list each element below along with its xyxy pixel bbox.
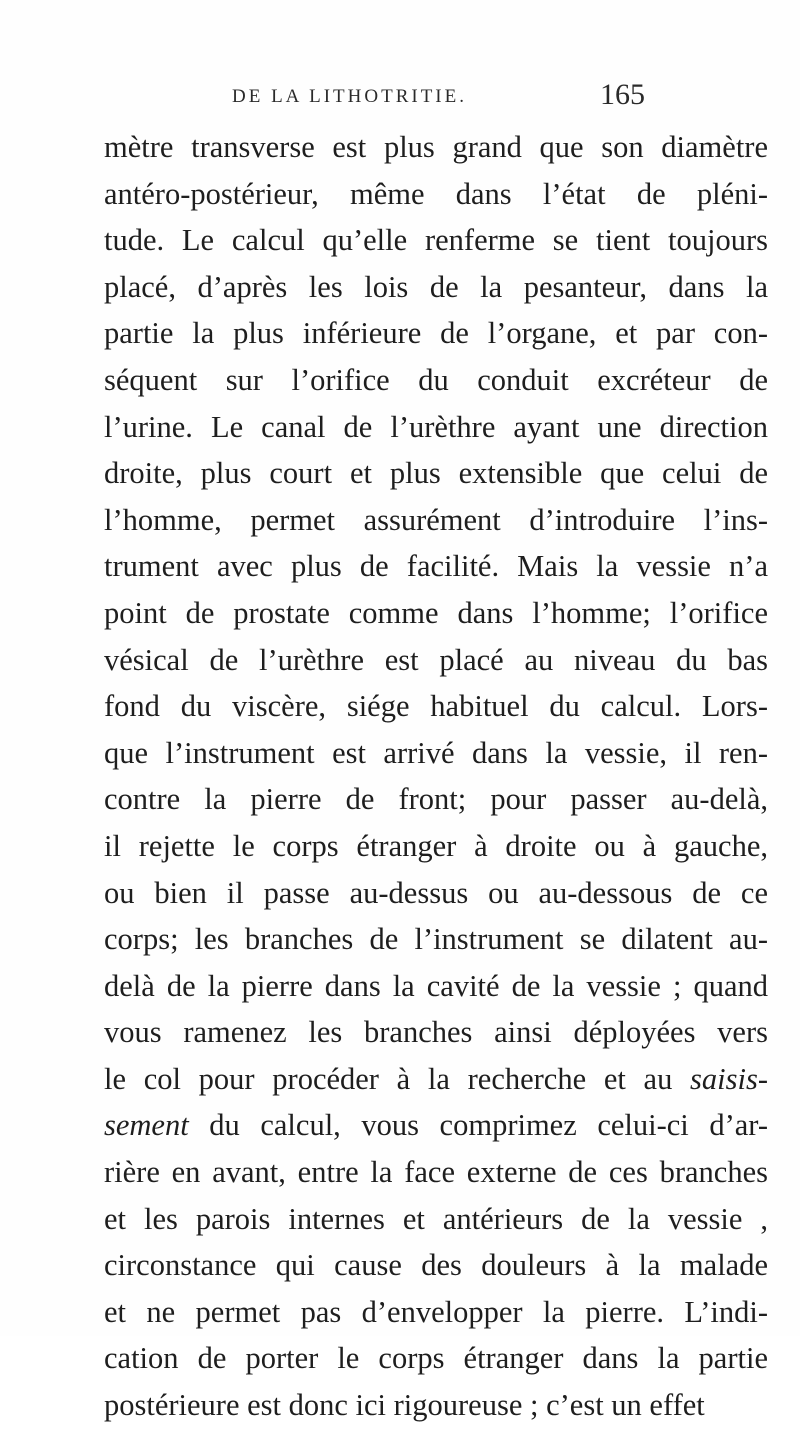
text-line: vous ramenez les branches ainsi déployées vers xyxy=(104,1015,768,1050)
text-line-mixed xyxy=(104,1056,768,1103)
text-line: placé, d’après les lois de la pesanteur, dans la xyxy=(104,269,768,304)
text-line: cation de porter le corps étranger dans la partie xyxy=(104,1341,768,1376)
italic-word: sement xyxy=(104,1108,189,1143)
text-segment: du calcul, vous comprimez celui-ci d’ar- xyxy=(188,1108,768,1143)
text-line-mixed xyxy=(104,1102,768,1149)
text-line: rière en avant, entre la face externe de ces branches xyxy=(104,1155,768,1190)
text-line: partie la plus inférieure de l’organe, et par con- xyxy=(104,316,768,351)
text-line: circonstance qui cause des douleurs à la malade xyxy=(104,1248,768,1283)
text-line: corps; les branches de l’instrument se dilatent au- xyxy=(104,922,768,957)
text-line: et ne permet pas d’envelopper la pierre. L’indi- xyxy=(104,1294,768,1329)
text-segment: le col pour procéder à la recherche et au xyxy=(104,1061,673,1096)
italic-word: saisis- xyxy=(690,1061,768,1096)
text-line: droite, plus court et plus extensible que celui de xyxy=(104,456,768,491)
text-line: il rejette le corps étranger à droite ou à gauche, xyxy=(104,828,768,863)
text-line: l’urine. Le canal de l’urèthre ayant une direction xyxy=(104,409,768,444)
text-line: vésical de l’urèthre est placé au niveau du bas xyxy=(104,642,768,677)
text-line: et les parois internes et antérieurs de la vessie , xyxy=(104,1201,768,1236)
text-line: postérieure est donc ici rigoureuse ; c’est un effet xyxy=(104,1388,705,1423)
text-line: séquent sur l’orifice du conduit excréteur de xyxy=(104,362,768,397)
text-line: l’homme, permet assurément d’introduire l’ins- xyxy=(104,502,768,537)
text-line: trument avec plus de facilité. Mais la vessie n’a xyxy=(104,549,768,584)
running-title: DE LA LITHOTRITIE. xyxy=(232,86,467,107)
page-number: 165 xyxy=(600,78,645,111)
body-text xyxy=(104,124,768,1429)
text-line: point de prostate comme dans l’homme; l’orifice xyxy=(104,595,768,630)
text-line: fond du viscère, siége habituel du calcul. Lors- xyxy=(104,689,768,724)
text-line: delà de la pierre dans la cavité de la vessie ; quand xyxy=(104,968,768,1003)
running-head xyxy=(0,76,800,112)
text-line: mètre transverse est plus grand que son diamètre xyxy=(104,130,768,164)
text-line: que l’instrument est arrivé dans la vessie, il ren- xyxy=(104,735,768,770)
text-line: antéro-postérieur, même dans l’état de pléni- xyxy=(104,176,768,211)
text-line: tude. Le calcul qu’elle renferme se tient toujours xyxy=(104,223,768,258)
text-line: ou bien il passe au-dessus ou au-dessous de ce xyxy=(104,875,768,910)
text-line: contre la pierre de front; pour passer au-delà, xyxy=(104,782,768,817)
